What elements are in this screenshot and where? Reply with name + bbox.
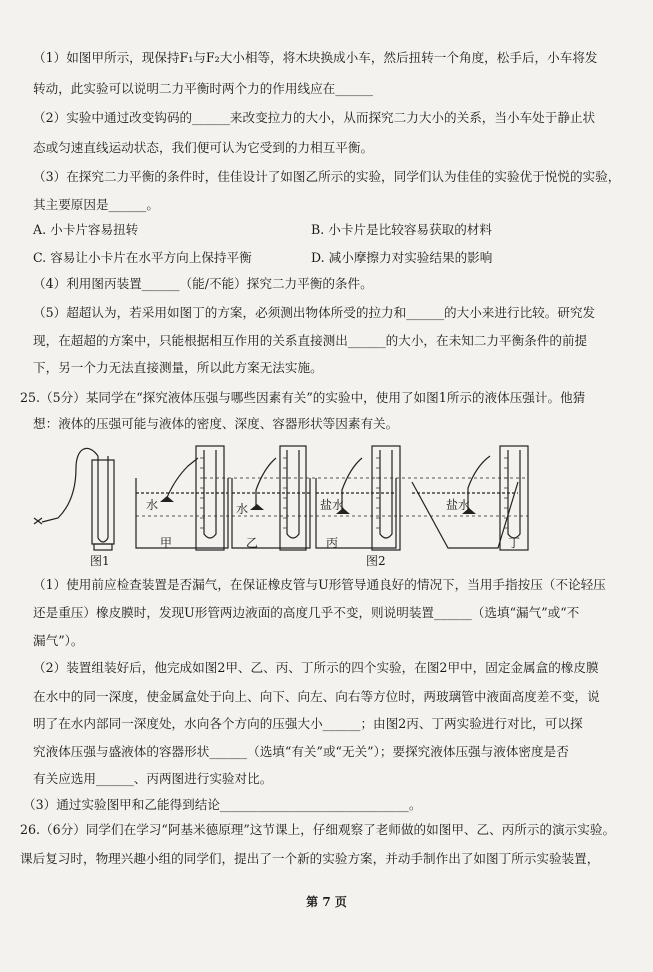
text-line: 态或匀速直线运动状态，我们便可认为它受到的力相互平衡。 <box>33 140 374 155</box>
question-25-heading: 25.（5分）某同学在“探究液体压强与哪些因素有关”的实验中，使用了如图1所示的液体压强计。他猜 <box>20 390 586 405</box>
text-line: 课后复习时，物理兴趣小组的同学们，提出了一个新的实验方案，并动手制作出了如图丁所示实验装置， <box>20 851 600 866</box>
question-26-heading: 26.（6分）同学们在学习“阿基米德原理”这节课上，仔细观察了老师做的如图甲、乙、丙所示的演示实验。 <box>20 822 616 837</box>
text-line: （2）实验中通过改变钩码的______来改变拉力的大小，从而探究二力大小的关系，当小车处于静止状 <box>33 110 596 125</box>
option-a: A. 小卡片容易扭转 <box>33 222 139 237</box>
text-line: 转动，此实验可以说明二力平衡时两个力的作用线应在______ <box>33 81 374 96</box>
figure-label-jia: 甲 <box>160 536 173 550</box>
text-line: 漏气”）。 <box>33 633 84 648</box>
text-line: （5）超超认为，若采用如图丁的方案，必须测出物体所受的拉力和______的大小来进行比较。研究发 <box>33 305 596 320</box>
liquid-label: 水 <box>146 498 159 512</box>
text-line: 究液体压强与盛液体的容器形状______（选填“有关”或“无关”）；要探究液体压强与液体密度是否 <box>33 744 569 759</box>
option-d: D. 减小摩擦力对实验结果的影响 <box>311 250 493 265</box>
text-line: 在水中的同一深度，使金属盒处于向上、向下、向左、向右等方位时，两玻璃管中液面高度差不变，说 <box>33 689 600 704</box>
text-line: （2）装置组装好后，他完成如图2甲、乙、丙、丁所示的四个实验，在图2甲中，固定金属盒的橡皮膜 <box>33 660 599 675</box>
text-line: 想：液体的压强可能与液体的密度、深度、容器形状等因素有关。 <box>33 416 399 431</box>
figure-2-caption: 图2 <box>366 554 386 568</box>
text-line: （4）利用图丙装置______（能/不能）探究二力平衡的条件。 <box>33 276 373 291</box>
text-line: 有关应选用______、丙两图进行实验对比。 <box>33 771 273 786</box>
page-number: 第 7 页 <box>306 895 347 909</box>
figure-label-yi: 乙 <box>246 536 259 550</box>
figure-1-caption: 图1 <box>90 554 110 568</box>
liquid-label: 水 <box>236 502 249 516</box>
liquid-label: 盐水 <box>320 498 345 512</box>
liquid-label: 盐水 <box>446 498 471 512</box>
text-line: 下，另一个力无法直接测量，所以此方案无法实施。 <box>33 360 323 375</box>
option-b: B. 小卡片是比较容易获取的材料 <box>311 222 492 237</box>
text-line: （3）在探究二力平衡的条件时，佳佳设计了如图乙所示的实验，同学们认为佳佳的实验优于悦悦的实验， <box>33 169 621 184</box>
text-line: 还是重压）橡皮膜时，发现U形管两边液面的高度几乎不变，则说明装置______（选填“漏气”或“不 <box>33 605 580 620</box>
pressure-experiment-figure <box>28 438 628 568</box>
figure-label-ding: 丁 <box>508 536 521 550</box>
text-line: （1）使用前应检查装置是否漏气，在保证橡皮管与U形管导通良好的情况下，当用手指按压（不论轻压 <box>33 577 606 592</box>
text-line: 现，在超超的方案中，只能根据相互作用的关系直接测出______的大小，在未知二力平衡条件的前提 <box>33 333 588 348</box>
figure-label-bing: 丙 <box>326 536 339 550</box>
text-line: 明了在水内部同一深度处，水向各个方向的压强大小______；由图2丙、丁两实验进行对比，可以探 <box>33 716 583 731</box>
text-line: （3）通过实验图甲和乙能得到结论______________________________。 <box>23 797 422 812</box>
text-line: （1）如图甲所示，现保持F₁与F₂大小相等，将木块换成小车，然后扭转一个角度，松手后，小车将发 <box>33 50 598 65</box>
text-line: 其主要原因是______。 <box>33 197 159 212</box>
option-c: C. 容易让小卡片在水平方向上保持平衡 <box>33 250 252 265</box>
